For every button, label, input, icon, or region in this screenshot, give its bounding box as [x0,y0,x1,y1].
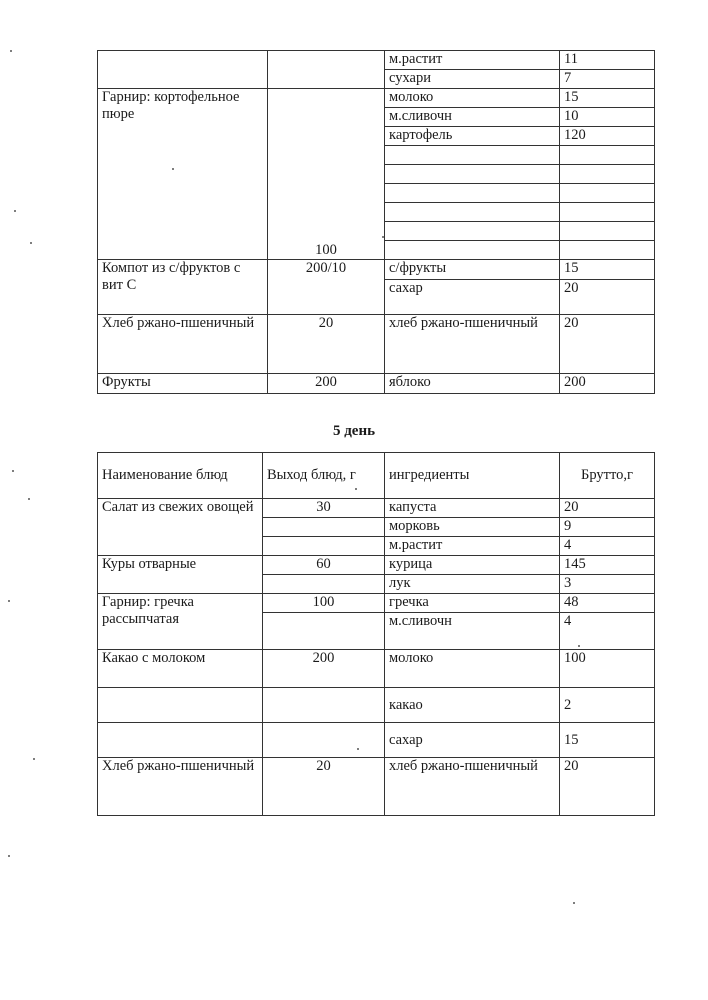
yield-cell [263,518,385,537]
ingredient-cell: молоко [385,89,560,108]
table-row [98,315,655,374]
dish-cell: Куры отварные [98,556,263,594]
ingredient-cell: м.сливочн [385,108,560,127]
scan-speck [357,748,359,750]
scan-speck [578,645,580,647]
ingredient-cell: капуста [385,499,560,518]
table-row [98,499,655,518]
table-row [98,723,655,758]
table-row [98,556,655,575]
ingredient-cell: м.растит [385,537,560,556]
dish-cell: Хлеб ржано-пшеничный [98,315,268,374]
yield-cell: 200 [263,650,385,688]
yield-cell: 60 [263,556,385,575]
gross-cell [560,146,655,165]
table-row [98,260,655,280]
yield-cell: 200/10 [268,260,385,315]
gross-cell: 15 [560,723,655,758]
scan-speck [355,488,357,490]
scan-speck [8,600,10,602]
dish-cell [98,723,263,758]
yield-cell: 30 [263,499,385,518]
gross-cell: 7 [560,70,655,89]
gross-cell: 15 [560,89,655,108]
gross-cell: 10 [560,108,655,127]
gross-cell: 3 [560,575,655,594]
ingredient-cell: морковь [385,518,560,537]
ingredient-cell: с/фрукты [385,260,560,280]
gross-cell: 20 [560,280,655,315]
ingredient-cell [385,241,560,260]
day-heading: 5 день [332,423,376,439]
ingredient-cell: картофель [385,127,560,146]
ingredient-cell [385,165,560,184]
gross-cell: 120 [560,127,655,146]
gross-cell [560,165,655,184]
ingredient-cell: лук [385,575,560,594]
yield-cell [263,723,385,758]
scan-speck [33,758,35,760]
yield-cell [263,537,385,556]
gross-cell: 20 [560,499,655,518]
ingredient-cell: хлеб ржано-пшеничный [385,315,560,374]
gross-cell: 145 [560,556,655,575]
menu-table-continued [97,50,655,394]
header-gross: Брутто,г [560,453,655,499]
gross-cell: 20 [560,758,655,816]
table-row [98,758,655,816]
dish-cell [98,688,263,723]
table-header-row [98,453,655,499]
dish-cell: Гарнир: гречка рассыпчатая [98,594,263,650]
yield-cell: 200 [268,374,385,394]
ingredient-cell: м.сливочн [385,613,560,650]
dish-cell: Гарнир: кортофельное пюре [98,89,268,260]
ingredient-cell [385,184,560,203]
table-row [98,594,655,613]
gross-cell [560,184,655,203]
yield-cell [268,51,385,89]
gross-cell: 100 [560,650,655,688]
scan-speck [12,470,14,472]
yield-cell: 20 [263,758,385,816]
menu-table-day-5 [97,452,655,816]
yield-cell: 100 [263,594,385,613]
table-row [98,688,655,723]
ingredient-cell: яблоко [385,374,560,394]
yield-cell [263,575,385,594]
yield-cell: 100 [268,89,385,260]
dish-cell: Какао с молоком [98,650,263,688]
scan-speck [8,855,10,857]
header-yield: Выход блюд, г [263,453,385,499]
dish-cell: Салат из свежих овощей [98,499,263,556]
table-row [98,89,655,108]
table-row [98,374,655,394]
gross-cell: 15 [560,260,655,280]
scan-speck [14,210,16,212]
scan-speck [573,902,575,904]
scan-speck [30,242,32,244]
header-dish: Наименование блюд [98,453,263,499]
gross-cell [560,222,655,241]
ingredient-cell: гречка [385,594,560,613]
yield-cell: 20 [268,315,385,374]
ingredient-cell: сухари [385,70,560,89]
gross-cell: 9 [560,518,655,537]
ingredient-cell: сахар [385,723,560,758]
gross-cell: 11 [560,51,655,70]
ingredient-cell: какао [385,688,560,723]
ingredient-cell: м.растит [385,51,560,70]
gross-cell [560,241,655,260]
gross-cell: 4 [560,537,655,556]
gross-cell: 48 [560,594,655,613]
dish-cell: Фрукты [98,374,268,394]
dish-cell: Компот из с/фруктов с вит С [98,260,268,315]
yield-cell [263,688,385,723]
ingredient-cell: курица [385,556,560,575]
ingredient-cell [385,222,560,241]
table-row [98,51,655,70]
dish-cell [98,51,268,89]
scan-speck [10,50,12,52]
scan-speck [172,168,174,170]
ingredient-cell [385,203,560,222]
scan-speck [382,236,384,238]
ingredient-cell: молоко [385,650,560,688]
table-row [98,650,655,688]
yield-cell [263,613,385,650]
dish-cell: Хлеб ржано-пшеничный [98,758,263,816]
gross-cell: 2 [560,688,655,723]
gross-cell: 200 [560,374,655,394]
scan-speck [28,498,30,500]
ingredient-cell: хлеб ржано-пшеничный [385,758,560,816]
gross-cell: 20 [560,315,655,374]
ingredient-cell: сахар [385,280,560,315]
header-ingredients: ингредиенты [385,453,560,499]
gross-cell: 4 [560,613,655,650]
ingredient-cell [385,146,560,165]
gross-cell [560,203,655,222]
